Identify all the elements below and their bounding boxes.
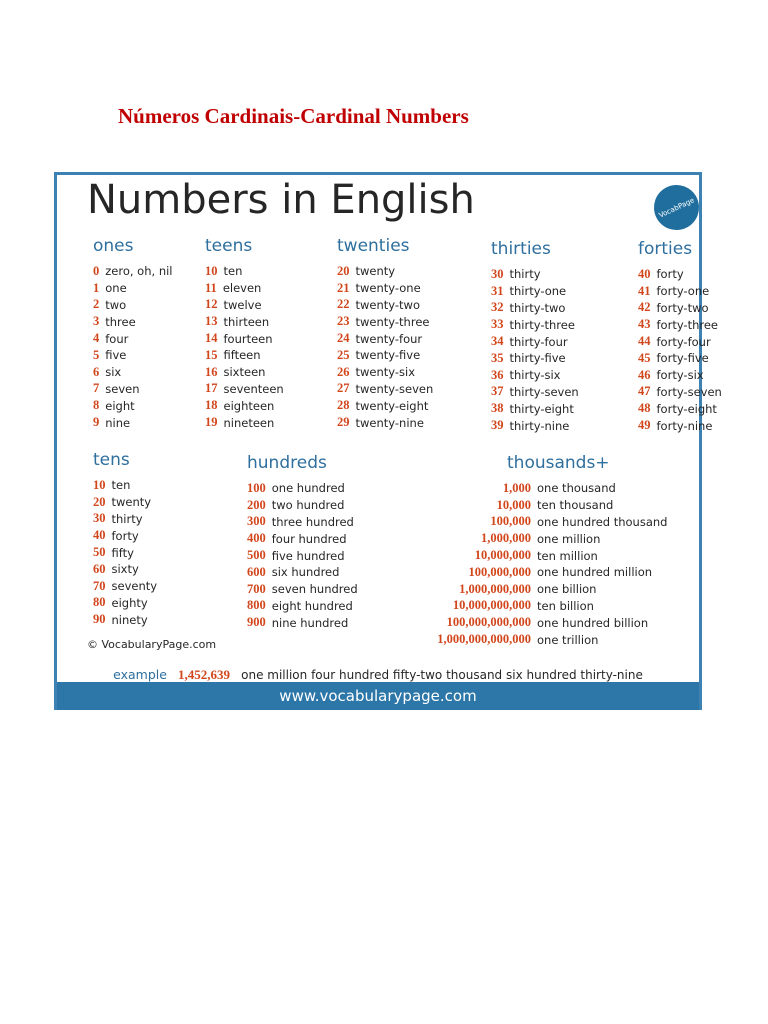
number-row: [93, 477, 157, 494]
document-title: Números Cardinais-Cardinal Numbers: [118, 104, 469, 128]
number-row: [205, 297, 284, 314]
number-row: [491, 300, 579, 317]
numeral: 10,000: [496, 497, 531, 512]
number-word: thirty-eight: [509, 401, 574, 416]
numeral: 15: [205, 347, 218, 362]
number-row: [93, 527, 157, 544]
number-word: one million: [537, 531, 601, 546]
number-word: twenty-two: [355, 297, 420, 312]
number-row: [93, 595, 157, 612]
number-word: zero, oh, nil: [105, 264, 173, 279]
number-row: [93, 397, 173, 414]
section-rows: [93, 263, 173, 431]
number-row: [93, 578, 157, 595]
number-word: one hundred billion: [537, 615, 649, 630]
section-tens: [93, 449, 157, 628]
numeral: 44: [638, 334, 651, 349]
numeral: 18: [205, 398, 218, 413]
number-row: [638, 350, 722, 367]
number-word: one: [105, 281, 127, 296]
number-word: ten: [223, 264, 243, 279]
example-number: 1,452,639: [178, 667, 231, 682]
number-row: [247, 614, 358, 631]
number-word: fourteen: [223, 331, 273, 346]
number-row: [638, 283, 722, 300]
section-heading: thousands+: [507, 453, 610, 473]
number-word: seven hundred: [271, 582, 358, 597]
number-word: nine: [105, 415, 131, 430]
section-rows: [247, 480, 358, 631]
numeral: 28: [337, 398, 350, 413]
number-word: thirty-five: [509, 351, 566, 366]
numeral: 20: [93, 494, 106, 509]
number-word: forty-two: [656, 300, 709, 315]
number-word: eighteen: [223, 398, 275, 413]
numeral: 8: [93, 398, 100, 413]
number-word: eighty: [111, 595, 148, 610]
numeral: 400: [247, 531, 266, 546]
number-row: [387, 514, 667, 531]
numeral: 29: [337, 415, 350, 430]
number-row: [93, 364, 173, 381]
number-word: one hundred thousand: [537, 514, 668, 529]
number-row: [93, 544, 157, 561]
number-word: five: [105, 348, 127, 363]
section-heading: forties: [638, 239, 693, 259]
number-word: one hundred million: [537, 565, 653, 580]
number-word: twenty: [355, 264, 396, 279]
numeral: 80: [93, 595, 106, 610]
section-rows: [93, 477, 157, 628]
numeral: 30: [491, 266, 504, 281]
numeral: 12: [205, 297, 218, 312]
number-row: [93, 297, 173, 314]
number-row: [247, 530, 358, 547]
numeral: 5: [93, 347, 100, 362]
number-word: six hundred: [271, 565, 340, 580]
number-row: [491, 283, 579, 300]
number-row: [638, 266, 722, 283]
numeral: 7: [93, 381, 100, 396]
section-rows: [491, 266, 579, 434]
number-row: [337, 330, 433, 347]
section-twenties: [337, 235, 433, 431]
numeral: 1: [93, 280, 100, 295]
numeral: 70: [93, 578, 106, 593]
number-word: ten million: [537, 548, 598, 563]
number-row: [205, 280, 284, 297]
number-word: twenty-four: [355, 331, 423, 346]
number-row: [337, 313, 433, 330]
number-word: thirty-seven: [509, 384, 579, 399]
numeral: 90: [93, 612, 106, 627]
number-row: [387, 614, 667, 631]
number-row: [491, 400, 579, 417]
number-word: eleven: [222, 281, 262, 296]
numeral: 300: [247, 514, 266, 529]
number-word: thirteen: [223, 314, 270, 329]
number-row: [491, 367, 579, 384]
number-word: ten thousand: [537, 498, 614, 513]
numeral: 10: [205, 263, 218, 278]
section-thirties: [491, 238, 579, 434]
number-word: one hundred: [271, 481, 345, 496]
section-thousands: [387, 452, 667, 648]
number-row: [93, 313, 173, 330]
number-word: thirty-two: [509, 300, 566, 315]
number-word: thirty-nine: [509, 418, 570, 433]
number-word: fifty: [111, 545, 134, 560]
number-row: [638, 384, 722, 401]
number-word: thirty-three: [509, 317, 575, 332]
number-row: [93, 263, 173, 280]
section-rows: [638, 266, 722, 434]
number-word: forty: [656, 267, 684, 282]
number-row: [337, 347, 433, 364]
number-word: two: [105, 297, 127, 312]
number-row: [205, 263, 284, 280]
number-word: forty-eight: [656, 401, 717, 416]
number-row: [337, 364, 433, 381]
section-hundreds: [247, 452, 358, 631]
numeral: 1,000,000: [481, 531, 531, 546]
section-rows: [205, 263, 284, 431]
number-word: twenty: [111, 495, 152, 510]
number-row: [247, 564, 358, 581]
numeral: 10: [93, 477, 106, 492]
numeral: 25: [337, 347, 350, 362]
numeral: 21: [337, 280, 350, 295]
number-row: [93, 494, 157, 511]
number-word: one thousand: [537, 481, 616, 496]
numeral: 32: [491, 300, 504, 315]
number-row: [387, 581, 667, 598]
numeral: 45: [638, 350, 651, 365]
section-rows: [387, 480, 667, 648]
numeral: 33: [491, 317, 504, 332]
number-row: [491, 417, 579, 434]
numeral: 500: [247, 548, 266, 563]
number-word: forty-six: [656, 368, 704, 383]
number-word: twenty-six: [355, 365, 416, 380]
number-row: [205, 330, 284, 347]
number-word: thirty-one: [509, 284, 567, 299]
number-row: [491, 266, 579, 283]
number-word: twenty-five: [355, 348, 421, 363]
number-word: nineteen: [223, 415, 275, 430]
number-word: forty-seven: [656, 384, 722, 399]
number-row: [93, 330, 173, 347]
number-word: thirty: [111, 511, 143, 526]
numeral: 100: [247, 480, 266, 495]
section-heading: teens: [205, 236, 253, 256]
number-word: twenty-three: [355, 314, 430, 329]
numeral: 20: [337, 263, 350, 278]
number-row: [93, 414, 173, 431]
number-row: [247, 547, 358, 564]
number-word: ten: [111, 478, 131, 493]
numeral: 800: [247, 598, 266, 613]
numeral: 1,000,000,000: [459, 581, 531, 596]
numeral: 38: [491, 401, 504, 416]
number-word: ten billion: [537, 598, 594, 613]
number-word: thirty: [509, 267, 541, 282]
number-row: [247, 480, 358, 497]
numeral: 9: [93, 415, 100, 430]
footer-url: www.vocabularypage.com: [279, 687, 477, 705]
number-word: thirty-four: [509, 334, 568, 349]
example-words: one million four hundred fifty-two thousand six hundred thirty-nine: [241, 668, 643, 682]
number-word: twenty-nine: [355, 415, 424, 430]
number-word: four: [105, 331, 129, 346]
numeral: 37: [491, 384, 504, 399]
numeral: 41: [638, 283, 651, 298]
number-word: seventy: [111, 579, 158, 594]
number-word: forty-three: [656, 317, 718, 332]
numeral: 10,000,000,000: [452, 598, 531, 613]
numeral: 46: [638, 367, 651, 382]
section-heading: ones: [93, 236, 134, 256]
numeral: 24: [337, 331, 350, 346]
section-heading: hundreds: [247, 453, 327, 473]
number-row: [387, 530, 667, 547]
numeral: 26: [337, 364, 350, 379]
number-row: [247, 514, 358, 531]
example-label: example: [113, 667, 167, 682]
number-word: thirty-six: [509, 368, 561, 383]
number-word: sixteen: [223, 365, 266, 380]
numeral: 27: [337, 381, 350, 396]
numeral: 35: [491, 350, 504, 365]
number-word: six: [105, 365, 122, 380]
numeral: 49: [638, 418, 651, 433]
number-row: [93, 611, 157, 628]
numeral: 36: [491, 367, 504, 382]
numeral: 47: [638, 384, 651, 399]
number-row: [387, 547, 667, 564]
numeral: 14: [205, 331, 218, 346]
number-row: [387, 598, 667, 615]
numeral: 23: [337, 314, 350, 329]
numbers-chart-card: [54, 172, 722, 710]
numeral: 11: [205, 280, 217, 295]
number-word: nine hundred: [271, 615, 349, 630]
number-row: [205, 347, 284, 364]
numeral: 100,000,000,000: [446, 615, 531, 630]
number-row: [638, 333, 722, 350]
number-row: [205, 313, 284, 330]
numeral: 39: [491, 418, 504, 433]
number-row: [638, 316, 722, 333]
card-title: Numbers in English: [87, 177, 475, 223]
number-word: three hundred: [271, 514, 354, 529]
number-row: [337, 263, 433, 280]
number-row: [205, 381, 284, 398]
number-row: [491, 350, 579, 367]
numeral: 30: [93, 511, 106, 526]
section-heading: twenties: [337, 236, 410, 256]
number-row: [387, 564, 667, 581]
number-row: [387, 480, 667, 497]
number-word: forty: [111, 528, 139, 543]
number-row: [93, 347, 173, 364]
number-row: [247, 598, 358, 615]
numeral: 4: [93, 331, 100, 346]
number-row: [638, 417, 722, 434]
number-word: seventeen: [223, 381, 284, 396]
number-word: twenty-seven: [355, 381, 434, 396]
number-word: forty-four: [656, 334, 711, 349]
number-word: five hundred: [271, 548, 345, 563]
numeral: 100,000,000: [468, 564, 531, 579]
number-row: [638, 400, 722, 417]
section-forties: [638, 238, 722, 434]
numeral: 42: [638, 300, 651, 315]
number-word: seven: [105, 381, 140, 396]
numeral: 1,000,000,000,000: [437, 632, 531, 647]
number-row: [337, 280, 433, 297]
number-row: [638, 300, 722, 317]
number-row: [93, 561, 157, 578]
number-row: [337, 397, 433, 414]
numeral: 700: [247, 581, 266, 596]
numeral: 600: [247, 564, 266, 579]
numeral: 2: [93, 297, 100, 312]
number-row: [93, 511, 157, 528]
numeral: 16: [205, 364, 218, 379]
number-word: twelve: [223, 297, 262, 312]
number-row: [93, 381, 173, 398]
numeral: 10,000,000: [474, 548, 531, 563]
vocabpage-logo: VocabPage: [647, 178, 707, 238]
example-line: [57, 664, 699, 683]
number-word: twenty-eight: [355, 398, 429, 413]
numeral: 1,000: [502, 480, 531, 495]
numeral: 0: [93, 263, 100, 278]
number-word: one trillion: [537, 632, 599, 647]
number-row: [387, 631, 667, 648]
numeral: 34: [491, 334, 504, 349]
footer-bar: [57, 682, 699, 710]
number-row: [205, 397, 284, 414]
section-heading: tens: [93, 450, 130, 470]
number-row: [491, 333, 579, 350]
numeral: 900: [247, 615, 266, 630]
numeral: 200: [247, 497, 266, 512]
section-heading: thirties: [491, 239, 551, 259]
number-row: [337, 297, 433, 314]
number-row: [337, 414, 433, 431]
numeral: 13: [205, 314, 218, 329]
number-word: twenty-one: [355, 281, 421, 296]
numeral: 43: [638, 317, 651, 332]
section-teens: [205, 235, 284, 431]
numeral: 48: [638, 401, 651, 416]
numeral: 17: [205, 381, 218, 396]
numeral: 3: [93, 314, 100, 329]
number-word: four hundred: [271, 531, 347, 546]
number-word: eight: [105, 398, 135, 413]
number-word: three: [105, 314, 136, 329]
number-row: [205, 364, 284, 381]
number-row: [491, 384, 579, 401]
number-word: eight hundred: [271, 598, 353, 613]
number-word: forty-one: [656, 284, 710, 299]
number-word: one billion: [537, 582, 597, 597]
section-rows: [337, 263, 433, 431]
numeral: 40: [93, 528, 106, 543]
numeral: 60: [93, 561, 106, 576]
number-word: forty-five: [656, 351, 709, 366]
number-row: [205, 414, 284, 431]
number-row: [337, 381, 433, 398]
number-word: forty-nine: [656, 418, 713, 433]
numeral: 40: [638, 266, 651, 281]
number-row: [247, 497, 358, 514]
number-row: [93, 280, 173, 297]
numeral: 6: [93, 364, 100, 379]
number-row: [247, 581, 358, 598]
section-ones: [93, 235, 173, 431]
numeral: 19: [205, 415, 218, 430]
numeral: 22: [337, 297, 350, 312]
number-row: [491, 316, 579, 333]
numeral: 50: [93, 545, 106, 560]
number-word: sixty: [111, 562, 139, 577]
numeral: 100,000: [490, 514, 531, 529]
number-word: fifteen: [223, 348, 261, 363]
copyright-text: © VocabularyPage.com: [87, 638, 217, 651]
number-word: two hundred: [271, 498, 345, 513]
numeral: 31: [491, 283, 504, 298]
number-word: ninety: [111, 612, 148, 627]
number-row: [638, 367, 722, 384]
number-row: [387, 497, 667, 514]
